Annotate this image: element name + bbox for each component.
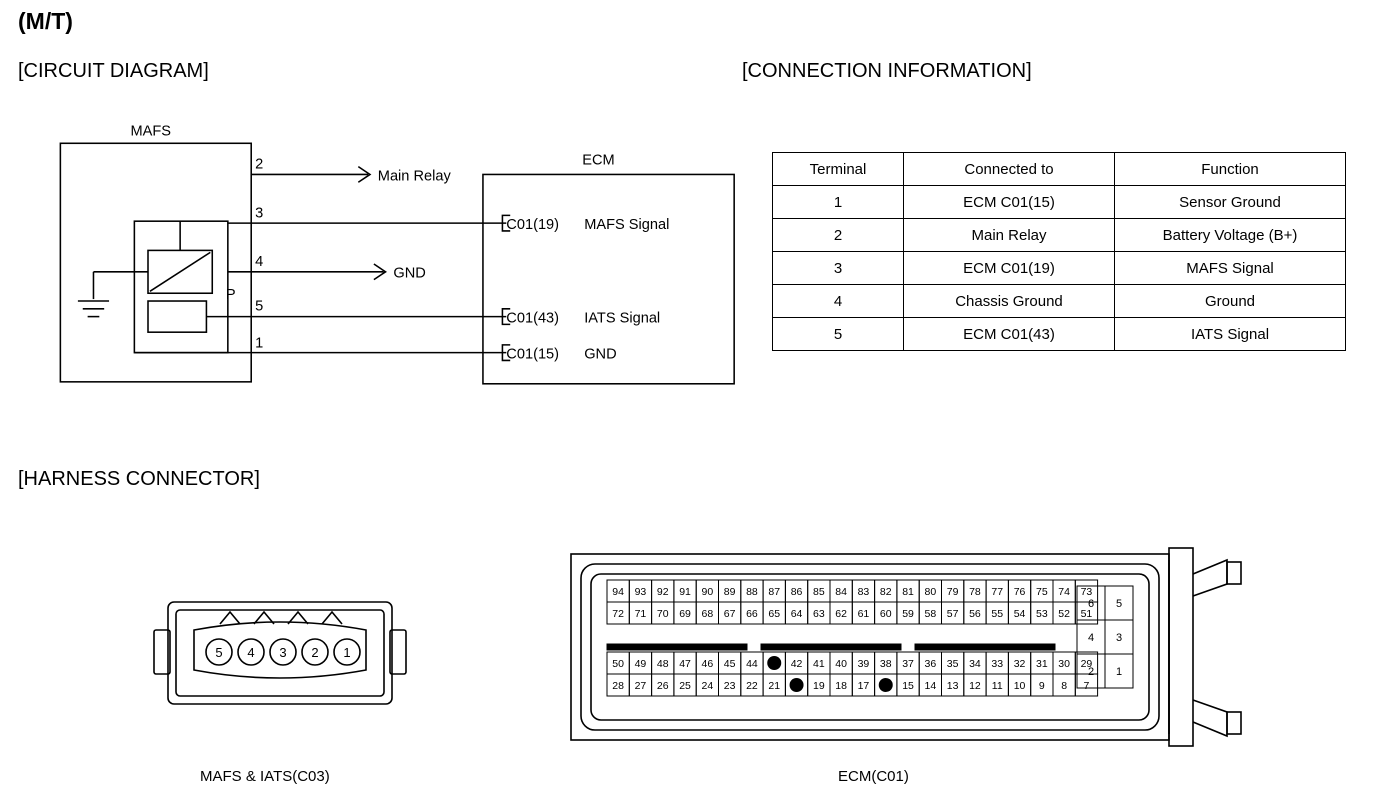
ecm-pin-marker (879, 678, 893, 692)
cell-function: Battery Voltage (B+) (1115, 219, 1346, 252)
ecm-pin-label: 93 (634, 586, 647, 598)
mafs-pin-5: 5 (215, 645, 223, 660)
ecm-pin-label: 41 (813, 658, 825, 670)
ecm-pin-label: 88 (746, 586, 758, 598)
ecm-pin-label: 22 (746, 680, 758, 692)
ecm-pin-label: 17 (857, 680, 870, 692)
ecm-pin-label: 13 (946, 680, 959, 692)
section-heading-circuit-diagram: [CIRCUIT DIAGRAM] (18, 60, 209, 82)
table-row (773, 252, 1346, 285)
ecm-side-pin-label: 6 (1087, 598, 1095, 610)
sensor-pin-3: 3 (255, 205, 264, 222)
mafs-pin-1: 1 (343, 645, 351, 660)
ecm-pin-label: 31 (1036, 658, 1048, 670)
ecm-harness-connector-illustration (565, 540, 1245, 760)
cell-terminal: 5 (773, 318, 904, 351)
ecm-pin-label: 57 (946, 608, 959, 620)
ecm-pin-label: 53 (1036, 608, 1048, 620)
mafs-pin-2: 2 (311, 645, 319, 660)
ecm-pin-marker (767, 656, 781, 670)
ecm-connector-caption: ECM(C01) (838, 768, 909, 785)
column-header-terminal: Terminal (773, 153, 904, 186)
ecm-pin-label: 32 (1013, 658, 1026, 670)
wire-label-main-relay: Main Relay (377, 168, 451, 185)
ecm-pin-label: 34 (969, 658, 981, 670)
ecm-pin-label: 67 (723, 608, 736, 620)
ecm-pin-label: 26 (656, 680, 669, 692)
ecm-pin-label: 92 (656, 586, 669, 598)
ecm-pin-label: 7 (1083, 680, 1090, 692)
ecm-pin-marker (790, 678, 804, 692)
ecm-pin-label: 23 (723, 680, 736, 692)
wire-label-gnd: GND (393, 265, 426, 282)
ecm-pin-label: 55 (991, 608, 1004, 620)
ecm-pin-label: 73 (1080, 586, 1093, 598)
ecm-pin-label: 36 (924, 658, 937, 670)
mafs-connector-caption: MAFS & IATS(C03) (200, 768, 330, 785)
page-title: (M/T) (18, 8, 73, 34)
ecm-label: ECM (582, 152, 615, 169)
ecm-terminal-code-3: C01(15) (506, 346, 560, 363)
ecm-side-pin-label: 4 (1087, 632, 1095, 644)
ecm-pin-label: 40 (835, 658, 847, 670)
cell-terminal: 3 (773, 252, 904, 285)
ecm-terminal-signal-2: IATS Signal (584, 310, 661, 327)
cell-function: Sensor Ground (1115, 186, 1346, 219)
column-header-connected-to: Connected to (904, 153, 1115, 186)
ecm-pin-label: 11 (991, 680, 1003, 692)
ecm-pin-label: 78 (969, 586, 981, 598)
ecm-terminal-code-1: C01(19) (506, 216, 560, 233)
table-row (773, 285, 1346, 318)
ecm-pin-label: 69 (679, 608, 691, 620)
ecm-pin-label: 48 (656, 658, 669, 670)
cell-function: MAFS Signal (1115, 252, 1346, 285)
ecm-pin-label: 24 (701, 680, 714, 692)
ecm-pin-label: 50 (612, 658, 624, 670)
section-heading-harness-connector: [HARNESS CONNECTOR] (18, 468, 260, 490)
ecm-pin-label: 63 (813, 608, 825, 620)
ecm-pin-label: 42 (790, 658, 803, 670)
cell-connected-to: Chassis Ground (904, 285, 1115, 318)
table-row (773, 186, 1346, 219)
ecm-side-pin-label: 5 (1115, 598, 1123, 610)
section-heading-connection-information: [CONNECTION INFORMATION] (742, 60, 1032, 82)
ecm-pin-label: 14 (924, 680, 937, 692)
ecm-pin-label: 46 (701, 658, 714, 670)
ecm-pin-label: 66 (746, 608, 758, 620)
mafs-pin-3: 3 (279, 645, 287, 660)
table-row (773, 219, 1346, 252)
potentiometer-label: P (225, 287, 236, 304)
ecm-pin-label: 83 (857, 586, 870, 598)
ecm-pin-label: 35 (946, 658, 959, 670)
ecm-side-pin-label: 2 (1087, 666, 1095, 678)
ecm-pin-label: 84 (835, 586, 847, 598)
ecm-pin-label: 25 (679, 680, 691, 692)
ecm-pin-label: 15 (902, 680, 914, 692)
ecm-pin-label: 12 (969, 680, 981, 692)
ecm-pin-label: 49 (634, 658, 647, 670)
ecm-pin-label: 33 (991, 658, 1004, 670)
cell-connected-to: ECM C01(43) (904, 318, 1115, 351)
ecm-pin-label: 59 (902, 608, 914, 620)
ecm-pin-label: 21 (768, 680, 781, 692)
ecm-pin-label: 61 (857, 608, 870, 620)
ecm-pin-label: 47 (679, 658, 691, 670)
ecm-pin-label: 82 (879, 586, 892, 598)
ecm-pin-label: 86 (790, 586, 803, 598)
cell-terminal: 4 (773, 285, 904, 318)
ecm-pin-label: 70 (656, 608, 669, 620)
ecm-pin-label: 10 (1013, 680, 1026, 692)
ecm-side-pin-label: 3 (1115, 632, 1123, 644)
ecm-pin-label: 38 (879, 658, 892, 670)
ecm-terminal-signal-1: MAFS Signal (584, 216, 670, 233)
ecm-pin-label: 39 (857, 658, 870, 670)
table-header-row (773, 153, 1346, 186)
ecm-pin-label: 27 (634, 680, 647, 692)
ecm-pin-label: 37 (902, 658, 914, 670)
ecm-pin-label: 60 (879, 608, 892, 620)
ecm-terminal-signal-3: GND (584, 346, 617, 363)
ecm-pin-label: 51 (1080, 608, 1093, 620)
ecm-pin-label: 79 (946, 586, 959, 598)
ecm-pin-label: 85 (813, 586, 825, 598)
ecm-pin-label: 62 (835, 608, 847, 620)
cell-connected-to: ECM C01(19) (904, 252, 1115, 285)
ecm-pin-label: 9 (1038, 680, 1045, 692)
sensor-pin-5: 5 (255, 298, 264, 315)
cell-function: IATS Signal (1115, 318, 1346, 351)
cell-terminal: 1 (773, 186, 904, 219)
ecm-pin-label: 76 (1013, 586, 1026, 598)
ecm-pin-label: 68 (701, 608, 714, 620)
ecm-pin-label: 54 (1013, 608, 1026, 620)
circuit-diagram (0, 100, 740, 430)
cell-connected-to: Main Relay (904, 219, 1115, 252)
ecm-side-pin-block (1077, 586, 1133, 688)
ecm-pin-label: 91 (679, 586, 691, 598)
column-header-function: Function (1115, 153, 1346, 186)
ecm-pin-label: 8 (1061, 680, 1068, 692)
ecm-pin-label: 19 (813, 680, 825, 692)
ecm-pin-label: 72 (612, 608, 624, 620)
mafs-label: MAFS (130, 123, 172, 140)
ecm-pin-label: 44 (746, 658, 758, 670)
cell-function: Ground (1115, 285, 1346, 318)
ecm-pin-label: 29 (1080, 658, 1093, 670)
cell-connected-to: ECM C01(15) (904, 186, 1115, 219)
ecm-pin-label: 81 (902, 586, 914, 598)
table-row (773, 318, 1346, 351)
ecm-pin-label: 87 (768, 586, 781, 598)
ecm-pin-label: 71 (634, 608, 647, 620)
ecm-pin-label: 58 (924, 608, 937, 620)
ecm-pin-label: 65 (768, 608, 781, 620)
ecm-pin-label: 56 (969, 608, 981, 620)
ecm-pin-label: 45 (723, 658, 736, 670)
ecm-pin-label: 80 (924, 586, 937, 598)
ecm-pin-label: 89 (723, 586, 736, 598)
sensor-pin-2: 2 (255, 156, 264, 173)
ecm-pin-label: 94 (612, 586, 624, 598)
mafs-pin-4: 4 (247, 645, 255, 660)
connection-information-table (772, 152, 1346, 351)
ecm-pin-label: 90 (701, 586, 714, 598)
ecm-side-pin-label: 1 (1115, 666, 1123, 678)
cell-terminal: 2 (773, 219, 904, 252)
ecm-pin-label: 28 (612, 680, 624, 692)
ecm-pin-label: 77 (991, 586, 1004, 598)
ecm-pin-label: 18 (835, 680, 847, 692)
ecm-pin-label: 64 (790, 608, 803, 620)
ecm-pin-label: 75 (1036, 586, 1048, 598)
ecm-pin-label: 52 (1058, 608, 1070, 620)
mafs-harness-connector-illustration (150, 590, 410, 720)
ecm-pin-label: 30 (1058, 658, 1070, 670)
sensor-pin-1: 1 (255, 335, 264, 352)
ecm-terminal-code-2: C01(43) (506, 310, 560, 327)
sensor-pin-4: 4 (255, 253, 264, 270)
ecm-pin-label: 74 (1058, 586, 1070, 598)
